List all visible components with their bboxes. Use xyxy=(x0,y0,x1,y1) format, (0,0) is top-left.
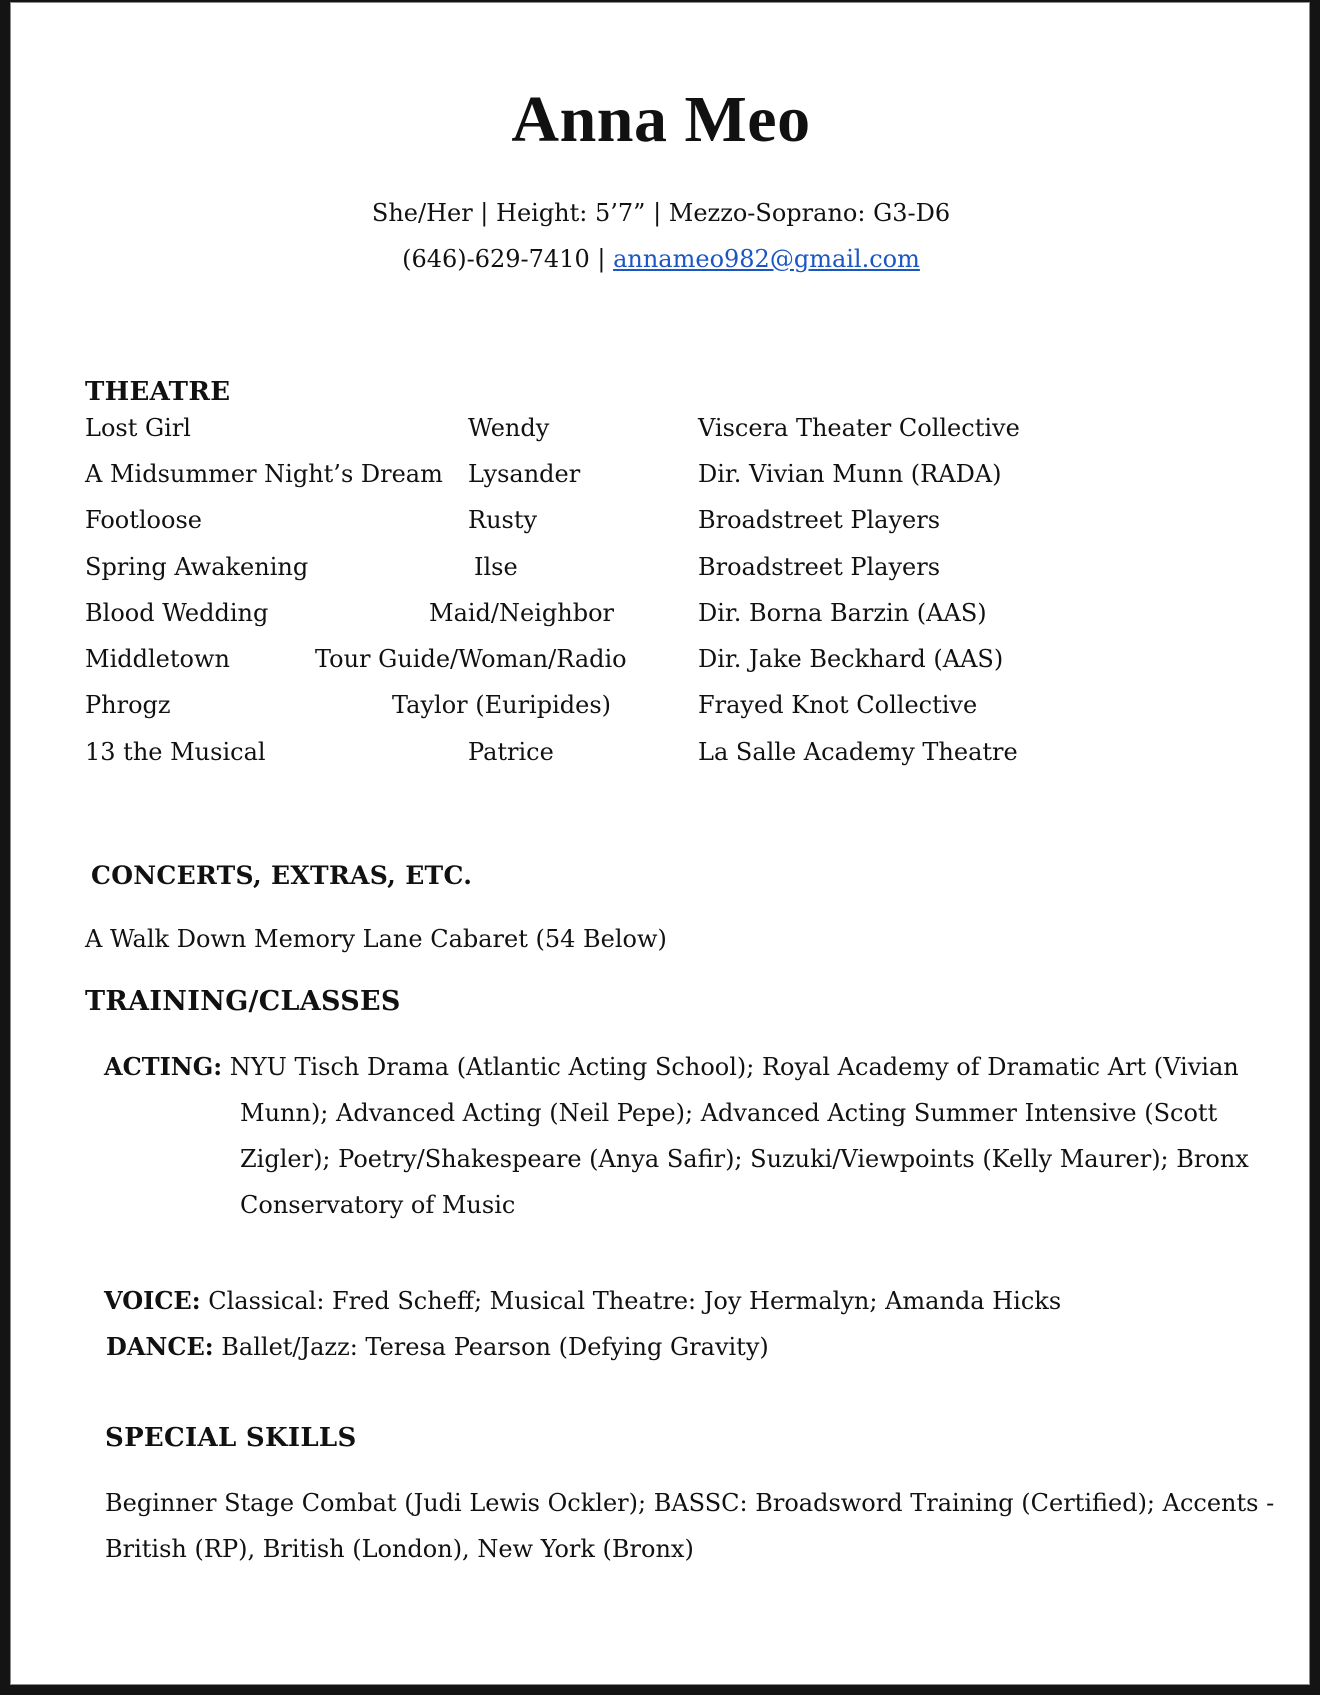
theatre-show: 13 the Musical xyxy=(85,738,266,766)
training-heading: TRAINING/CLASSES xyxy=(85,986,401,1017)
voice-label: VOICE: xyxy=(104,1286,201,1315)
theatre-role: Wendy xyxy=(468,414,550,442)
contact-line xyxy=(11,244,1311,274)
theatre-role: Tour Guide/Woman/Radio xyxy=(315,645,627,673)
theatre-show: Middletown xyxy=(85,645,230,673)
theatre-company: Broadstreet Players xyxy=(698,553,941,581)
acting-line-2: Munn); Advanced Acting (Neil Pepe); Advanced Acting Summer Intensive (Scott xyxy=(240,1099,1218,1127)
theatre-company: Dir. Vivian Munn (RADA) xyxy=(698,460,1002,488)
theatre-show: Footloose xyxy=(85,506,202,534)
skills-line-1: Beginner Stage Combat (Judi Lewis Ockler); BASSC: Broadsword Training (Certified); Accents - xyxy=(105,1489,1275,1517)
theatre-show: A Midsummer Night’s Dream xyxy=(85,460,443,488)
theatre-show: Blood Wedding xyxy=(85,599,269,627)
acting-line-3: Zigler); Poetry/Shakespeare (Anya Safir); Suzuki/Viewpoints (Kelly Maurer); Bronx xyxy=(240,1145,1249,1173)
theatre-heading: THEATRE xyxy=(85,377,231,407)
theatre-company: La Salle Academy Theatre xyxy=(698,738,1018,766)
theatre-role: Rusty xyxy=(468,506,538,534)
theatre-role: Maid/Neighbor xyxy=(429,599,614,627)
skills-heading: SPECIAL SKILLS xyxy=(105,1423,357,1453)
acting-label: ACTING: xyxy=(104,1052,223,1081)
skills-line-2: British (RP), British (London), New York (Bronx) xyxy=(105,1535,694,1563)
theatre-company: Dir. Jake Beckhard (AAS) xyxy=(698,645,1004,673)
resume-name: Anna Meo xyxy=(511,83,811,156)
phone-number: (646)-629-7410 | xyxy=(402,245,614,273)
theatre-role: Ilse xyxy=(474,553,518,581)
voice-text: Classical: Fred Scheff; Musical Theatre: Joy Hermalyn; Amanda Hicks xyxy=(208,1287,1062,1315)
email-link[interactable]: annameo982@gmail.com xyxy=(613,245,920,273)
theatre-role: Lysander xyxy=(468,460,581,488)
acting-text: NYU Tisch Drama (Atlantic Acting School); Royal Academy of Dramatic Art (Vivian xyxy=(229,1053,1239,1081)
dance-text: Ballet/Jazz: Teresa Pearson (Defying Gravity) xyxy=(221,1333,769,1361)
voice-line xyxy=(104,1286,1061,1316)
theatre-role: Patrice xyxy=(468,738,554,766)
acting-line-4: Conservatory of Music xyxy=(240,1191,516,1219)
resume-page xyxy=(10,2,1310,1685)
dance-line xyxy=(106,1332,769,1362)
theatre-role: Taylor (Euripides) xyxy=(392,691,612,719)
theatre-company: Broadstreet Players xyxy=(698,506,941,534)
dance-label: DANCE: xyxy=(106,1332,214,1361)
theatre-company: Frayed Knot Collective xyxy=(698,691,978,719)
theatre-show: Spring Awakening xyxy=(85,553,309,581)
acting-line-1 xyxy=(104,1052,1239,1082)
theatre-show: Phrogz xyxy=(85,691,171,719)
personal-details: She/Her | Height: 5’7” | Mezzo-Soprano: G3-D6 xyxy=(371,199,951,227)
theatre-company: Dir. Borna Barzin (AAS) xyxy=(698,599,987,627)
theatre-company: Viscera Theater Collective xyxy=(698,414,1020,442)
theatre-show: Lost Girl xyxy=(85,414,191,442)
concerts-heading: CONCERTS, EXTRAS, ETC. xyxy=(91,861,473,890)
concerts-item: A Walk Down Memory Lane Cabaret (54 Below) xyxy=(85,925,667,953)
